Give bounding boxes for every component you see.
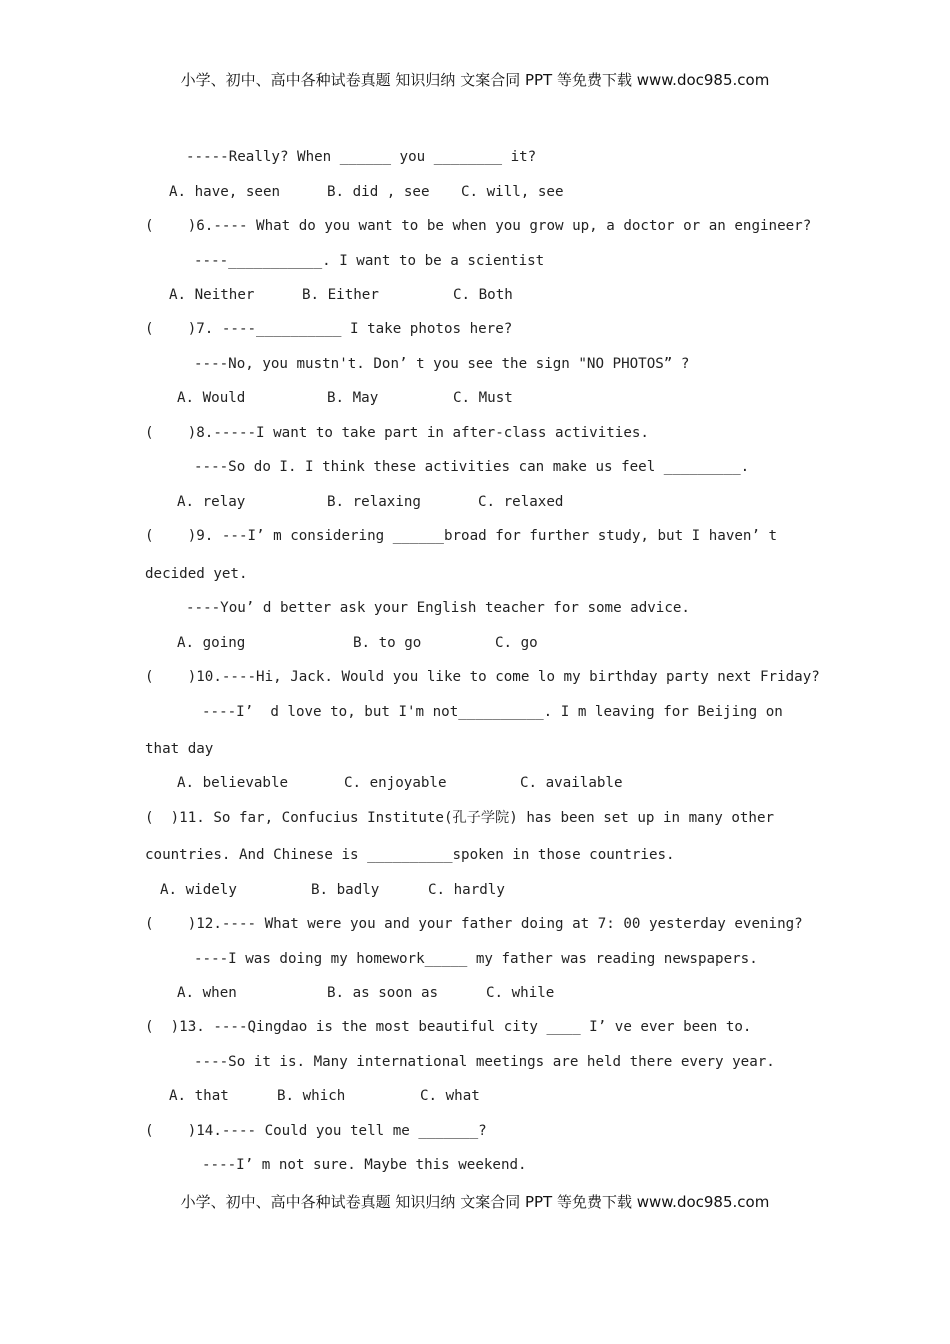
q13-option-a: A. that <box>169 1088 229 1104</box>
q10-option-c: C. available <box>520 775 623 791</box>
q7-stem: ( )7. ----__________ I take photos here? <box>145 321 513 337</box>
q9-option-c: C. go <box>495 635 538 651</box>
q14-reply: ----I’ m not sure. Maybe this weekend. <box>202 1157 527 1173</box>
page-footer: 小学、初中、高中各种试卷真题 知识归纳 文案合同 PPT 等免费下载 www.doc985.com <box>180 1193 770 1211</box>
q9-stem-cont: decided yet. <box>145 566 248 582</box>
q5-option-a: A. have, seen <box>169 184 281 200</box>
q12-option-b: B. as soon as <box>327 985 439 1001</box>
q7-reply: ----No, you mustn't. Don’ t you see the sign "NO PHOTOS” ? <box>194 356 690 372</box>
q9-reply: ----You’ d better ask your English teacher for some advice. <box>186 600 690 616</box>
q11-option-b: B. badly <box>311 882 380 898</box>
q12-stem: ( )12.---- What were you and your father doing at 7: 00 yesterday evening? <box>145 916 803 932</box>
q9-option-a: A. going <box>177 635 246 651</box>
q11-option-c: C. hardly <box>428 882 505 898</box>
q8-option-a: A. relay <box>177 494 246 510</box>
q10-reply: ----I’ d love to, but I'm not__________. I m leaving for Beijing on <box>202 704 783 720</box>
q6-option-c: C. Both <box>453 287 513 303</box>
q14-stem: ( )14.---- Could you tell me _______? <box>145 1123 487 1139</box>
q8-stem: ( )8.-----I want to take part in after-class activities. <box>145 425 649 441</box>
q13-option-b: B. which <box>277 1088 346 1104</box>
q12-reply: ----I was doing my homework_____ my father was reading newspapers. <box>194 951 758 967</box>
q8-reply: ----So do I. I think these activities can make us feel _________. <box>194 459 750 475</box>
q12-option-c: C. while <box>486 985 555 1001</box>
q8-option-b: B. relaxing <box>327 494 421 510</box>
q9-stem: ( )9. ---I’ m considering ______broad for further study, but I haven’ t <box>145 528 778 544</box>
q10-option-b: C. enjoyable <box>344 775 447 791</box>
q13-option-c: C. what <box>420 1088 480 1104</box>
q10-option-a: A. believable <box>177 775 289 791</box>
q6-stem: ( )6.---- What do you want to be when you grow up, a doctor or an engineer? <box>145 218 812 234</box>
q13-stem: ( )13. ----Qingdao is the most beautiful city ____ I’ ve ever been to. <box>145 1019 752 1035</box>
q9-option-b: B. to go <box>353 635 422 651</box>
q12-option-a: A. when <box>177 985 237 1001</box>
q7-option-a: A. Would <box>177 390 246 406</box>
q6-option-b: B. Either <box>302 287 379 303</box>
q5-response: -----Really? When ______ you ________ it? <box>186 149 537 165</box>
q7-option-b: B. May <box>327 390 379 406</box>
q5-option-c: C. will, see <box>461 184 564 200</box>
q11-stem-cont: countries. And Chinese is __________spoken in those countries. <box>145 847 675 863</box>
q6-option-a: A. Neither <box>169 287 255 303</box>
page-header: 小学、初中、高中各种试卷真题 知识归纳 文案合同 PPT 等免费下载 www.doc985.com <box>180 71 770 89</box>
q10-reply-cont: that day <box>145 741 214 757</box>
q8-option-c: C. relaxed <box>478 494 564 510</box>
q5-option-b: B. did , see <box>327 184 430 200</box>
q6-reply: ----___________. I want to be a scientist <box>194 253 545 269</box>
q11-option-a: A. widely <box>160 882 237 898</box>
q11-stem: ( )11. So far, Confucius Institute(孔子学院) has been set up in many other <box>145 810 775 826</box>
q7-option-c: C. Must <box>453 390 513 406</box>
q10-stem: ( )10.----Hi, Jack. Would you like to come lo my birthday party next Friday? <box>145 669 820 685</box>
q13-reply: ----So it is. Many international meetings are held there every year. <box>194 1054 775 1070</box>
